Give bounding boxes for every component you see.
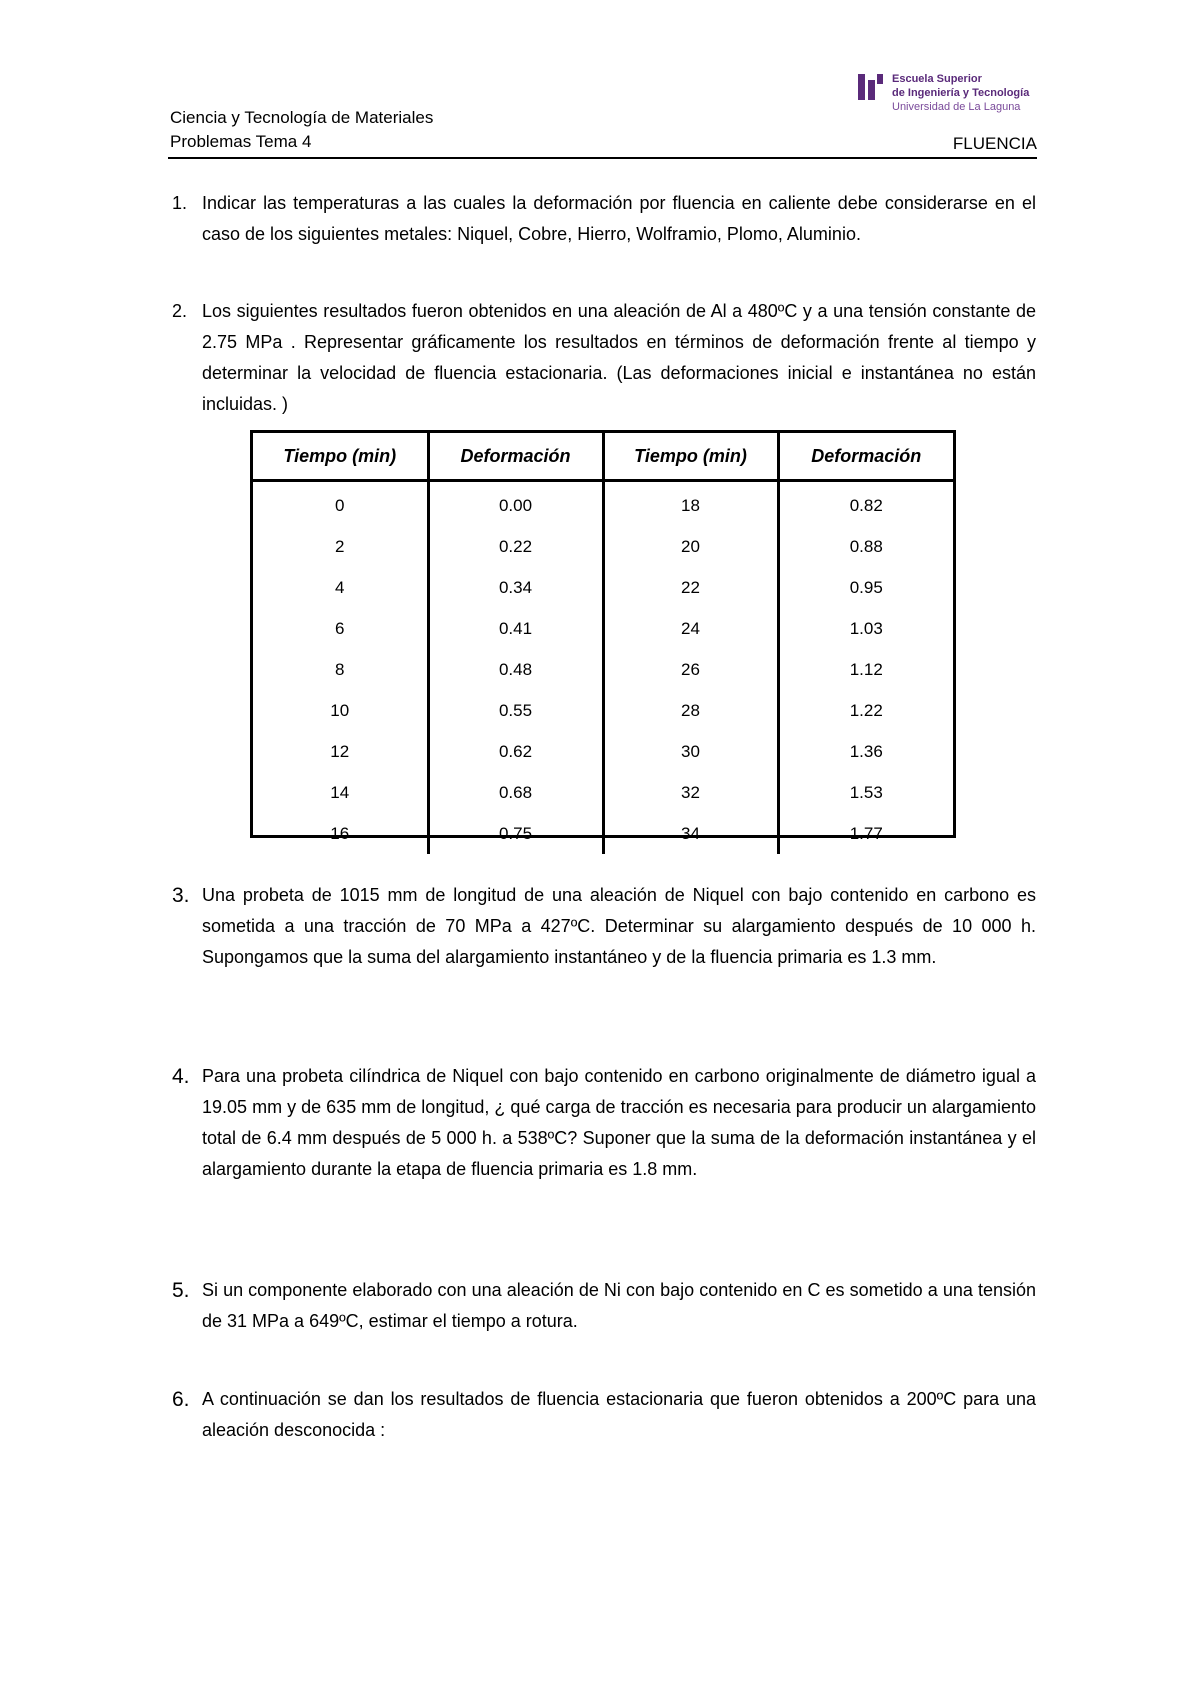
header-left: [170, 106, 433, 154]
table-cell: 1.03: [778, 608, 953, 649]
problem-text: Los siguientes resultados fueron obtenidos en una aleación de Al a 480ºC y a una tensión constante de 2.75 MPa . Representar gráficamente los resultados en términos de deformación frente al tiempo y determinar la velocidad de fluencia estacionaria. (Las deformaciones inicial e instantánea no están incluidas. ): [202, 301, 1036, 414]
table-cell: 30: [603, 731, 778, 772]
table-cell: 1.53: [778, 772, 953, 813]
problem-number: 1.: [172, 193, 188, 213]
logo-text: [892, 72, 1029, 114]
creep-data-table: [250, 430, 956, 843]
table-row: [253, 481, 953, 527]
table-cell: 6: [335, 618, 345, 638]
table-cell: 4: [335, 577, 345, 597]
table-cell: 34: [603, 813, 778, 854]
table-cell: 2: [335, 536, 345, 556]
table-row: [253, 772, 953, 813]
problem-number: 5.: [172, 1279, 190, 1302]
table-cell: 16: [330, 823, 350, 843]
table-cell: 14: [330, 782, 350, 802]
problem-number: 6.: [172, 1388, 190, 1411]
table-cell: 0.55: [428, 690, 603, 731]
table-cell: 8: [335, 659, 345, 679]
topic-title: FLUENCIA: [952, 134, 1037, 153]
logo-line-2: de Ingeniería y Tecnología: [892, 87, 1030, 99]
unit-title: Problemas Tema 4: [170, 132, 312, 151]
table-cell: 0.22: [428, 526, 603, 567]
problem-text: Para una probeta cilíndrica de Niquel con bajo contenido en carbono originalmente de diámetro igual a 19.05 mm y de 635 mm de longitud, ¿ qué carga de tracción es necesaria para producir un alargamiento total de 6.4 mm después de 5 000 h. a 538ºC? Suponer que la suma de la deformación instantánea y el alargamiento durante la etapa de fluencia primaria es 1.8 mm.: [202, 1066, 1036, 1179]
table-cell: 12: [330, 741, 350, 761]
problem-number: 2.: [172, 301, 188, 321]
table-cell: 1.77: [778, 813, 953, 854]
logo-line-1: Escuela Superior: [892, 73, 982, 85]
problem-4: [172, 1061, 1036, 1185]
table-cell: 10: [330, 700, 350, 720]
table-cell: 0.41: [428, 608, 603, 649]
table-cell: 1.12: [778, 649, 953, 690]
table-cell: 18: [603, 481, 778, 527]
column-header: Tiempo (min): [253, 433, 428, 481]
column-header: Deformación: [428, 433, 603, 481]
course-title: Ciencia y Tecnología de Materiales: [170, 108, 434, 127]
problem-2: [172, 296, 1036, 420]
problem-6: [172, 1384, 1036, 1446]
table-cell: 0.75: [428, 813, 603, 854]
column-header: Tiempo (min): [603, 433, 778, 481]
column-header: Deformación: [778, 433, 953, 481]
table-cell: 0: [335, 495, 345, 515]
problem-3: [172, 880, 1036, 973]
table-cell: 0.95: [778, 567, 953, 608]
problem-text: A continuación se dan los resultados de fluencia estacionaria que fueron obtenidos a 200ºC para una aleación desconocida :: [202, 1389, 1036, 1440]
table-row: [253, 731, 953, 772]
table-row: [253, 567, 953, 608]
university-logo: [855, 72, 1035, 122]
table-cell: 32: [603, 772, 778, 813]
problem-text: Indicar las temperaturas a las cuales la deformación por fluencia en caliente debe considerarse en el caso de los siguientes metales: Niquel, Cobre, Hierro, Wolframio, Plomo, Aluminio.: [202, 193, 1036, 244]
table-cell: 0.00: [428, 481, 603, 527]
table-cell: 28: [603, 690, 778, 731]
table-cell: 24: [603, 608, 778, 649]
table-row: [253, 813, 953, 854]
table-row: [253, 608, 953, 649]
table-cell: 26: [603, 649, 778, 690]
table-row: [253, 649, 953, 690]
table-cell: 0.62: [428, 731, 603, 772]
table-cell: 1.36: [778, 731, 953, 772]
header-divider: [168, 157, 1037, 159]
table-row: [253, 526, 953, 567]
problem-1: [172, 188, 1036, 250]
table-cell: 20: [603, 526, 778, 567]
table-cell: 0.88: [778, 526, 953, 567]
table-cell: 1.22: [778, 690, 953, 731]
table-cell: 0.82: [778, 481, 953, 527]
problem-number: 3.: [172, 884, 190, 907]
table-header-row: [253, 433, 953, 481]
table-row: [253, 690, 953, 731]
problem-text: Una probeta de 1015 mm de longitud de una aleación de Niquel con bajo contenido en carbono es sometida a una tracción de 70 MPa a 427ºC. Determinar su alargamiento después de 10 000 h. Supongamos que la suma del alargamiento instantáneo y de la fluencia primaria es 1.3 mm.: [202, 885, 1036, 967]
problem-5: [172, 1275, 1036, 1337]
problem-number: 4.: [172, 1065, 190, 1088]
table-cell: 0.68: [428, 772, 603, 813]
logo-line-3: Universidad de La Laguna: [892, 101, 1021, 113]
table-cell: 22: [603, 567, 778, 608]
table-cell: 0.48: [428, 649, 603, 690]
table-cell: 0.34: [428, 567, 603, 608]
problem-text: Si un componente elaborado con una aleación de Ni con bajo contenido en C es sometido a una tensión de 31 MPa a 649ºC, estimar el tiempo a rotura.: [202, 1280, 1036, 1331]
ull-logo-icon: [855, 72, 885, 102]
